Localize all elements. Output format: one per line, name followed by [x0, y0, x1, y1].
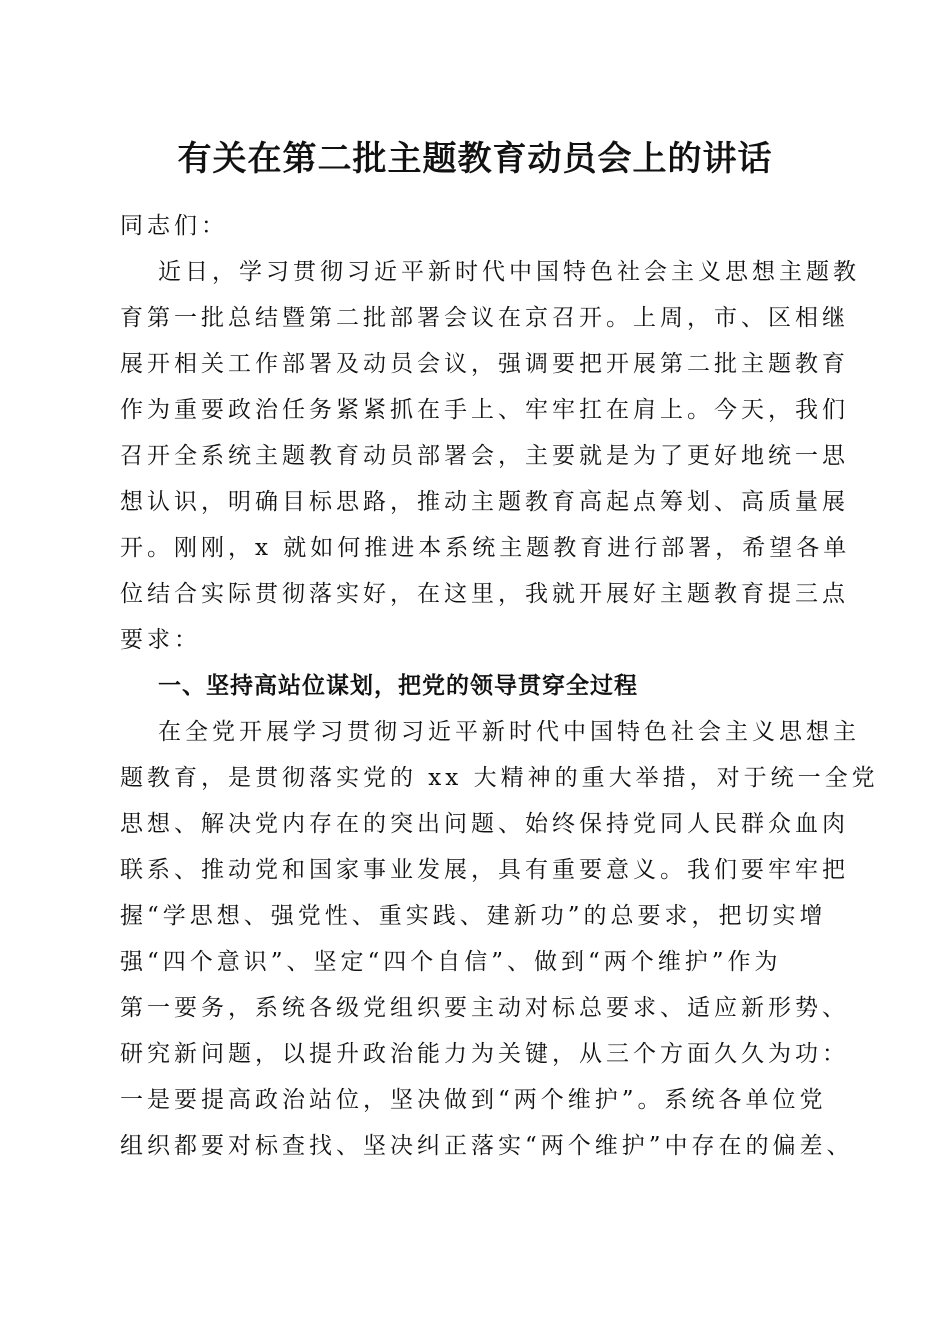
paragraph-line: 组织都要对标查找、坚决纠正落实“两个维护”中存在的偏差、 [120, 1133, 854, 1159]
paragraph-line: 联系、推动党和国家事业发展，具有重要意义。我们要牢牢把 [120, 857, 849, 883]
salutation-line: 同志们： [120, 213, 228, 239]
paragraph-line: 在全党开展学习贯彻习近平新时代中国特色社会主义思想主 [158, 719, 860, 745]
document-title: 有关在第二批主题教育动员会上的讲话 [177, 139, 773, 179]
paragraph-line: 想认识，明确目标思路，推动主题教育高起点筹划、高质量展 [120, 489, 849, 515]
paragraph-line: 召开全系统主题教育动员部署会，主要就是为了更好地统一思 [120, 443, 849, 469]
paragraph-line: 近日，学习贯彻习近平新时代中国特色社会主义思想主题教 [158, 259, 860, 285]
paragraph-line: 握“学思想、强党性、重实践、建新功”的总要求，把切实增 [120, 903, 827, 929]
paragraph-line: 作为重要政治任务紧紧抓在手上、牢牢扛在肩上。今天，我们 [120, 397, 849, 423]
paragraph-line: 开。刚刚，x 就如何推进本系统主题教育进行部署，希望各单 [120, 535, 851, 561]
paragraph-line: 第一要务，系统各级党组织要主动对标总要求、适应新形势、 [120, 995, 849, 1021]
paragraph-line: 强“四个意识”、坚定“四个自信”、做到“两个维护”作为 [120, 949, 782, 975]
section-heading: 一、坚持高站位谋划，把党的领导贯穿全过程 [158, 673, 638, 699]
paragraph-line: 思想、解决党内存在的突出问题、始终保持党同人民群众血肉 [120, 811, 849, 837]
paragraph-line: 题教育，是贯彻落实党的 xx 大精神的重大举措，对于统一全党 [120, 765, 879, 791]
paragraph-line: 位结合实际贯彻落实好，在这里，我就开展好主题教育提三点 [120, 581, 849, 607]
paragraph-line: 一是要提高政治站位，坚决做到“两个维护”。系统各单位党 [120, 1087, 827, 1113]
paragraph-line: 要求： [120, 627, 201, 653]
document-body [120, 203, 879, 1169]
paragraph-line: 研究新问题，以提升政治能力为关键，从三个方面久久为功： [120, 1041, 849, 1067]
paragraph-line: 展开相关工作部署及动员会议，强调要把开展第二批主题教育 [120, 351, 849, 377]
paragraph-line: 育第一批总结暨第二批部署会议在京召开。上周，市、区相继 [120, 305, 849, 331]
